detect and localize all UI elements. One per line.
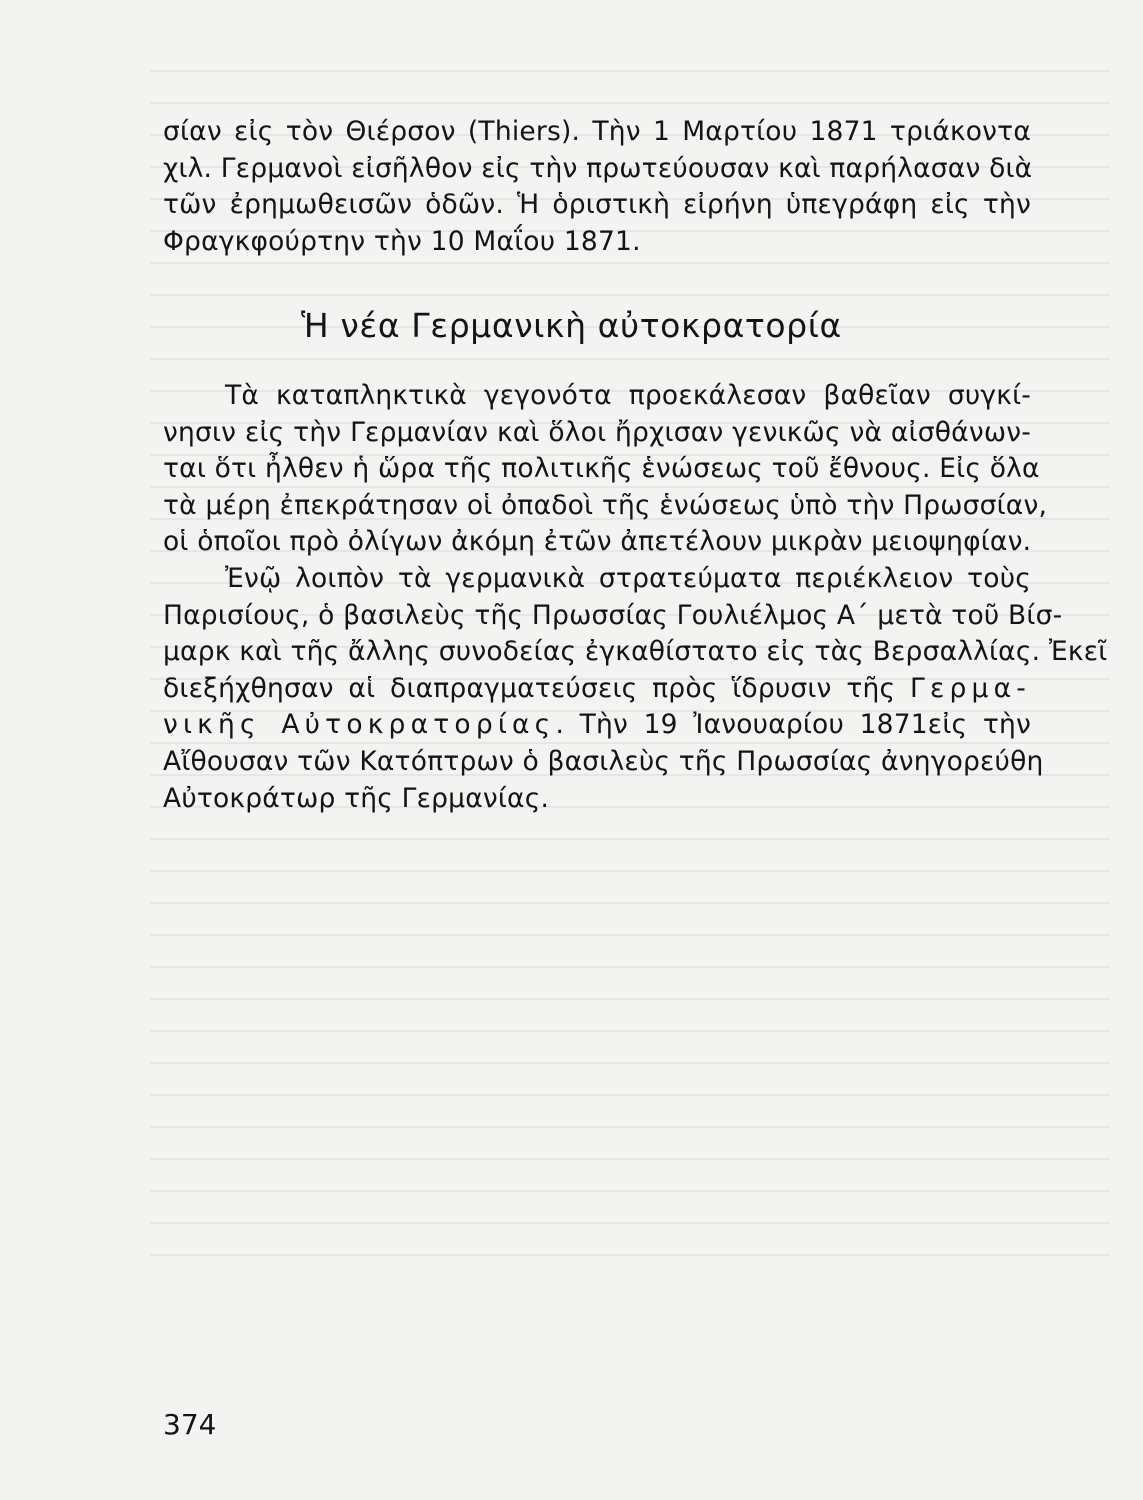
paragraph-intro: [163, 114, 1031, 260]
paragraph-line: Παρισίους, ὁ βασιλεὺς τῆς Πρωσσίας Γουλιέλμος Α΄ μετὰ τοῦ Βίσ-: [163, 599, 1063, 631]
paragraph-german-empire: [163, 378, 1108, 817]
paragraph-line: μαρκ καὶ τῆς ἄλλης συνοδείας ἐγκαθίστατο εἰς τὰς Βερσαλλίας. Ἐκεῖ: [163, 636, 1108, 668]
paragraph-line: Φραγκφούρτην τὴν 10 Μαΐου 1871.: [163, 225, 641, 257]
paragraph-line: ται ὅτι ἦλθεν ἡ ὥρα τῆς πολιτικῆς ἑνώσεως τοῦ ἔθνους. Εἰς ὅλα: [163, 453, 1040, 485]
paragraph-line-with-spaced-word: [163, 671, 1031, 708]
page-number: 374: [163, 1408, 217, 1441]
section-heading: Ἡ νέα Γερμανικὴ αὐτοκρατορία: [301, 306, 842, 345]
paragraph-line: τῶν ἐρημωθεισῶν ὁδῶν. Ἡ ὁριστικὴ εἰρήνη ὑπεγράφη εἰς τὴν: [163, 189, 1031, 221]
paragraph-line: Αὐτοκράτωρ τῆς Γερμανίας.: [163, 782, 550, 814]
paragraph-line: χιλ. Γερμανοὶ εἰσῆλθον εἰς τὴν πρωτεύουσαν καὶ παρήλασαν διὰ: [163, 152, 1033, 184]
spaced-emphasis-word: νικῆς Αὐτοκρατορίας: [163, 709, 556, 741]
paragraph-line: νησιν εἰς τὴν Γερμανίαν καὶ ὅλοι ἤρχισαν γενικῶς νὰ αἰσθάνων-: [163, 416, 1031, 448]
paragraph-line: οἱ ὁποῖοι πρὸ ὀλίγων ἀκόμη ἐτῶν ἀπετέλουν μικρὰν μειοψηφίαν.: [163, 526, 1032, 558]
spaced-emphasis-word: Γερμα-: [910, 672, 1032, 704]
paragraph-line-text: διεξήχθησαν αἱ διαπραγματεύσεις πρὸς ἵδρυσιν τῆς: [163, 672, 896, 704]
paragraph-line: Ἐνῷ λοιπὸν τὰ γερμανικὰ στρατεύματα περιέκλειον τοὺς: [225, 562, 1031, 594]
paragraph-line: σίαν εἰς τὸν Θιέρσον (Thiers). Τὴν 1 Μαρτίου 1871 τριάκοντα: [163, 116, 1031, 147]
paragraph-line-with-spaced-word: [163, 707, 1031, 744]
paragraph-line-text: . Τὴν 19 Ἰανουαρίου 1871εἰς τὴν: [555, 709, 1031, 741]
paragraph-line: Τὰ καταπληκτικὰ γεγονότα προεκάλεσαν βαθεῖαν συγκί-: [225, 380, 1031, 411]
paragraph-line: τὰ μέρη ἐπεκράτησαν οἱ ὀπαδοὶ τῆς ἑνώσεως ὑπὸ τὴν Πρωσσίαν,: [163, 489, 1048, 521]
paragraph-line: Αἴθουσαν τῶν Κατόπτρων ὁ βασιλεὺς τῆς Πρωσσίας ἀνηγορεύθη: [163, 745, 1044, 777]
